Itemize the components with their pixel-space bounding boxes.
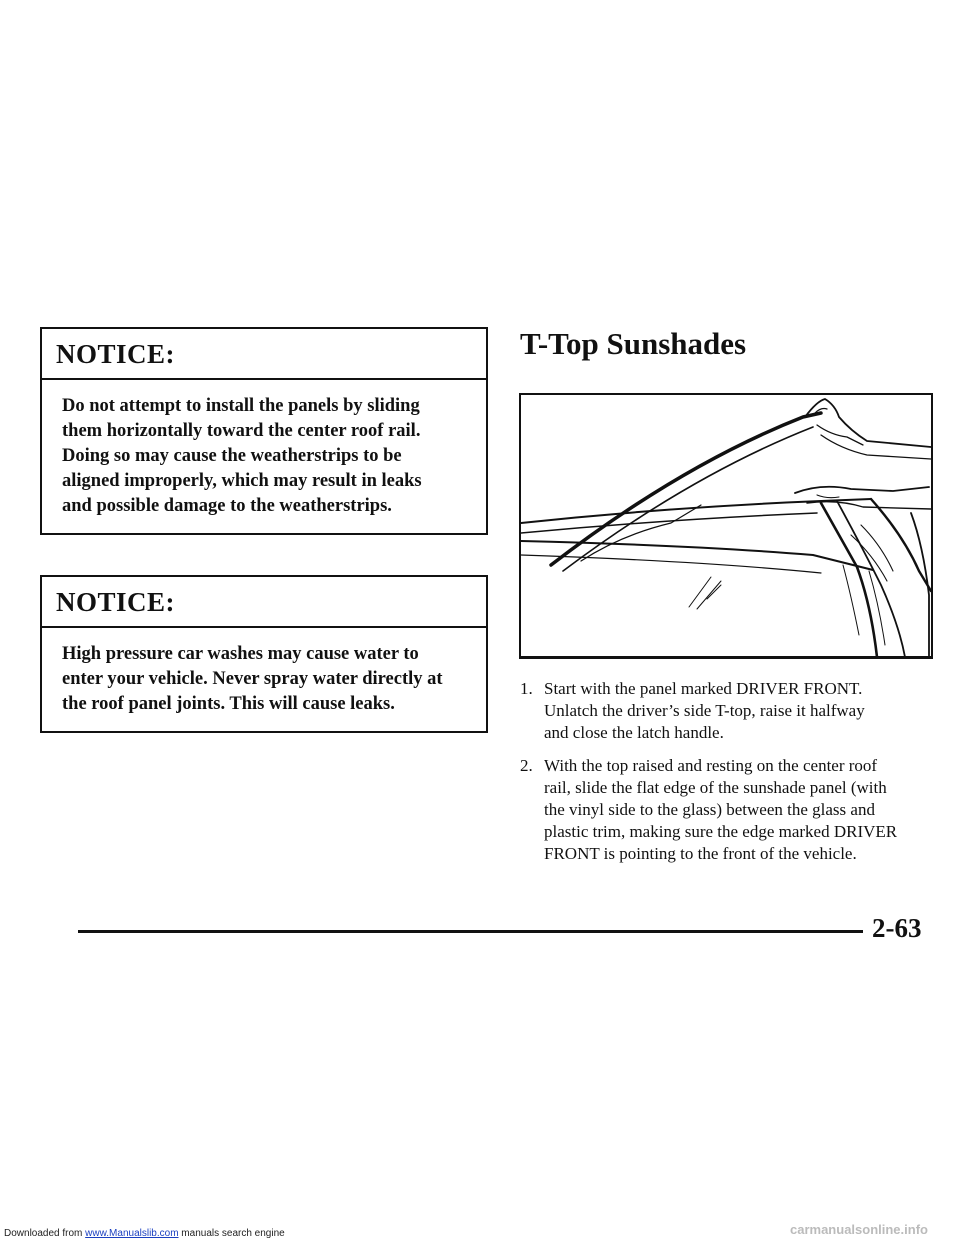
notice-line: Do not attempt to install the panels by sliding bbox=[62, 396, 420, 416]
watermark: carmanualsonline.info bbox=[790, 1222, 928, 1237]
notice-line: enter your vehicle. Never spray water directly at bbox=[62, 669, 443, 689]
notice-box-weatherstrips bbox=[40, 327, 488, 535]
notice-line: Doing so may cause the weatherstrips to be bbox=[62, 446, 402, 466]
sunshade-illustration bbox=[519, 393, 933, 659]
page-number: 2-63 bbox=[872, 913, 922, 943]
step-number: 1. bbox=[520, 679, 533, 698]
download-footer bbox=[4, 1228, 285, 1239]
step-line: Unlatch the driver’s side T-top, raise it halfway bbox=[544, 701, 865, 720]
notice-line: them horizontally toward the center roof rail. bbox=[62, 421, 421, 441]
step-line: plastic trim, making sure the edge marked DRIVER bbox=[544, 822, 898, 841]
notice-line: aligned improperly, which may result in leaks bbox=[62, 471, 422, 491]
footer-rule bbox=[78, 930, 863, 933]
sunshade-install-drawing bbox=[521, 395, 931, 657]
notice-heading: NOTICE: bbox=[42, 329, 486, 380]
step-line: FRONT is pointing to the front of the vehicle. bbox=[544, 844, 857, 863]
step-line: and close the latch handle. bbox=[544, 723, 724, 742]
notice-box-car-wash bbox=[40, 575, 488, 733]
notice-body bbox=[42, 628, 486, 731]
step-text bbox=[544, 755, 930, 865]
notice-line: and possible damage to the weatherstrips. bbox=[62, 496, 392, 516]
step-text bbox=[544, 678, 930, 744]
step-line: With the top raised and resting on the center roof bbox=[544, 756, 878, 775]
step-line: rail, slide the flat edge of the sunshade panel (with bbox=[544, 778, 887, 797]
manualslib-link[interactable]: www.Manualslib.com bbox=[85, 1228, 179, 1239]
step-item bbox=[520, 755, 930, 865]
notice-body bbox=[42, 380, 486, 533]
step-item bbox=[520, 678, 930, 744]
footer-prefix: Downloaded from bbox=[4, 1228, 86, 1239]
notice-heading: NOTICE: bbox=[42, 577, 486, 628]
notice-line: the roof panel joints. This will cause leaks. bbox=[62, 694, 395, 714]
step-line: the vinyl side to the glass) between the glass and bbox=[544, 800, 875, 819]
step-line: Start with the panel marked DRIVER FRONT. bbox=[544, 679, 863, 698]
instruction-steps bbox=[520, 678, 930, 876]
step-number: 2. bbox=[520, 756, 533, 775]
section-title: T-Top Sunshades bbox=[520, 326, 747, 361]
notice-line: High pressure car washes may cause water to bbox=[62, 644, 419, 664]
footer-suffix: manuals search engine bbox=[178, 1228, 285, 1239]
